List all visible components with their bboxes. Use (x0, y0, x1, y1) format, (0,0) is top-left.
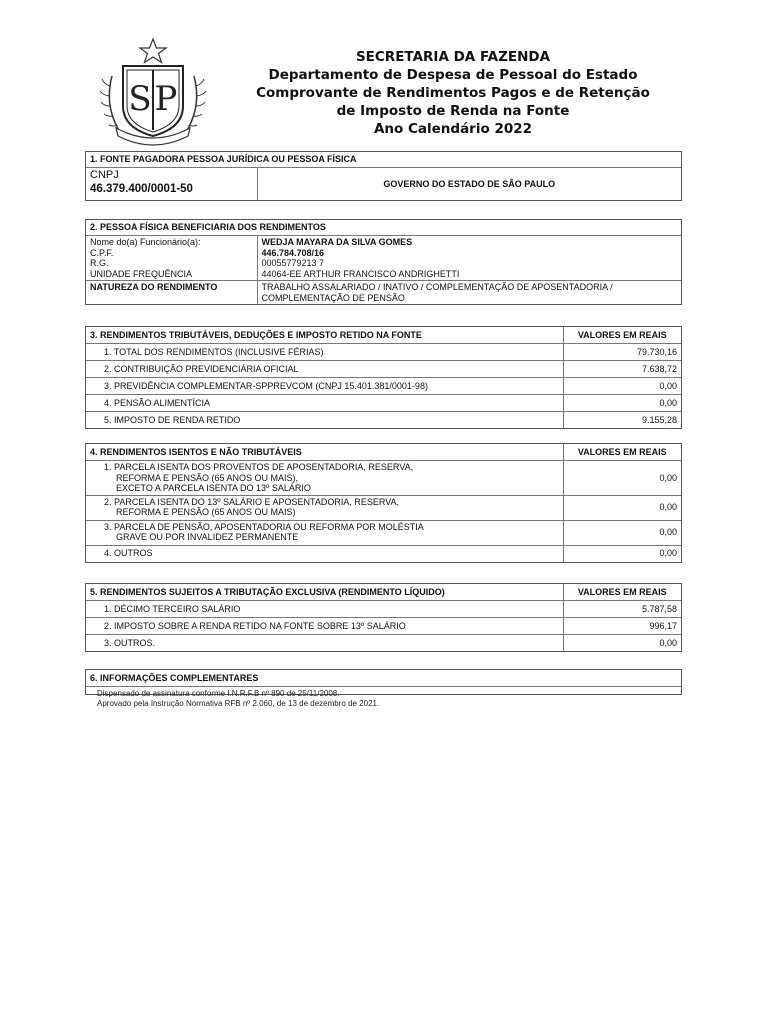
header-line-4: de Imposto de Renda na Fonte (336, 103, 570, 119)
section-5-row-label: 3. OUTROS. (86, 635, 563, 652)
section-4-row-1-line-1: 1. PARCELA ISENTA DOS PROVENTOS DE APOSENTADORIA, RESERVA, (104, 462, 414, 472)
section-3-row-value: 7.638,72 (563, 361, 681, 378)
section-5-row-value: 5.787,58 (563, 601, 681, 618)
section-4-row-4-value: 0,00 (563, 545, 681, 562)
beneficiary-name: WEDJA MAYARA DA SILVA GOMES (261, 237, 413, 247)
cnpj-value: 46.379.400/0001-50 (90, 183, 193, 195)
section-3-value-header: VALORES EM REAIS (563, 327, 681, 344)
section-4-row-2-value: 0,00 (563, 495, 681, 520)
name-label: Nome do(a) Funcionário(a): (90, 237, 201, 247)
section-4-row-1-value: 0,00 (563, 461, 681, 496)
rg-label: R.G. (90, 258, 109, 268)
payer-name: GOVERNO DO ESTADO DE SÃO PAULO (257, 168, 681, 201)
section-4-row-4-label: 4. OUTROS (86, 545, 563, 562)
section-4-rendimentos-isentos (85, 443, 682, 563)
natureza-line-2: COMPLEMENTAÇÃO DE PENSÃO (261, 292, 405, 303)
section-4-row-2-line-1: 2. PARCELA ISENTA DO 13º SALÁRIO E APOSENTADORIA, RESERVA, (104, 496, 400, 507)
section-4-row-2-line-2: REFORMA E PENSÃO (65 ANOS OU MAIS) (116, 507, 296, 517)
section-3-rendimentos-tributaveis (85, 326, 682, 429)
document-header (230, 48, 676, 138)
section-2-title: 2. PESSOA FÍSICA BENEFICIARIA DOS RENDIMENTOS (86, 220, 681, 236)
cpf-label: C.P.F. (90, 247, 114, 258)
section-3-row-value: 0,00 (563, 378, 681, 395)
section-4-title: 4. RENDIMENTOS ISENTOS E NÃO TRIBUTÁVEIS (86, 444, 563, 461)
section-3-row-label: 4. PENSÃO ALIMENTÍCIA (86, 395, 563, 412)
footnote (97, 689, 379, 709)
footnote-line-1: Dispensado de assinatura conforme I.N.R.F.B nº 890 de 25/11/2008. (97, 689, 340, 698)
svg-text:P: P (154, 79, 178, 119)
section-4-row-1-line-2: REFORMA E PENSÃO (65 ANOS OU MAIS), (116, 472, 299, 483)
section-5-row-value: 0,00 (563, 635, 681, 652)
natureza-label: NATUREZA DO RENDIMENTO (86, 281, 257, 305)
section-3-row-label: 2. CONTRIBUIÇÃO PREVIDENCIÁRIA OFICIAL (86, 361, 563, 378)
section-2-beneficiario (85, 219, 682, 305)
section-5-row-label: 2. IMPOSTO SOBRE A RENDA RETIDO NA FONTE SOBRE 13º SALÁRIO (86, 618, 563, 635)
section-6-title: 6. INFORMAÇÕES COMPLEMENTARES (86, 670, 681, 687)
section-5-tributacao-exclusiva (85, 583, 682, 652)
header-line-5: Ano Calendário 2022 (373, 121, 533, 137)
section-3-row-value: 0,00 (563, 395, 681, 412)
section-3-row-value: 9.155,28 (563, 412, 681, 429)
header-line-3: Comprovante de Rendimentos Pagos e de Retenção (256, 85, 650, 101)
section-3-row-label: 5. IMPOSTO DE RENDA RETIDO (86, 412, 563, 429)
unidade-label: UNIDADE FREQUÊNCIA (90, 268, 193, 279)
beneficiary-rg: 00055779213 7 (261, 258, 325, 268)
section-4-value-header: VALORES EM REAIS (563, 444, 681, 461)
section-5-value-header: VALORES EM REAIS (563, 584, 681, 601)
section-4-row-3-value: 0,00 (563, 520, 681, 545)
sao-paulo-coat-of-arms (98, 36, 208, 146)
section-5-title: 5. RENDIMENTOS SUJEITOS A TRIBUTAÇÃO EXCLUSIVA (RENDIMENTO LÍQUIDO) (86, 584, 563, 601)
section-4-row-3-line-2: GRAVE OU POR INVALIDEZ PERMANENTE (116, 532, 299, 542)
section-1-fonte-pagadora (85, 151, 682, 201)
section-3-row-value: 79.730,16 (563, 344, 681, 361)
beneficiary-unidade: 44064-EE ARTHUR FRANCISCO ANDRIGHETTI (261, 268, 460, 279)
section-3-title: 3. RENDIMENTOS TRIBUTÁVEIS, DEDUÇÕES E IMPOSTO RETIDO NA FONTE (86, 327, 563, 344)
beneficiary-cpf: 446.784.708/16 (261, 247, 325, 258)
header-line-2: Departamento de Despesa de Pessoal do Estado (268, 67, 638, 83)
header-line-1: SECRETARIA DA FAZENDA (355, 49, 551, 65)
section-3-row-label: 3. PREVIDÊNCIA COMPLEMENTAR-SPPREVCOM (CNPJ 15.401.381/0001-98) (86, 378, 563, 395)
section-1-title: 1. FONTE PAGADORA PESSOA JURÍDICA OU PESSOA FÍSICA (86, 152, 681, 168)
section-5-row-label: 1. DÉCIMO TERCEIRO SALÁRIO (86, 601, 563, 618)
footnote-line-2: Aprovado pela Instrução Normativa RFB nº 2.060, de 13 de dezembro de 2021. (97, 699, 380, 708)
svg-text:S: S (128, 79, 152, 119)
section-4-row-3-line-1: 3. PARCELA DE PENSÃO, APOSENTADORIA OU REFORMA POR MOLÉSTIA (104, 521, 424, 532)
section-3-row-label: 1. TOTAL DOS RENDIMENTOS (INCLUSIVE FÉRIAS) (86, 344, 563, 361)
section-5-row-value: 996,17 (563, 618, 681, 635)
cnpj-label: CNPJ (90, 169, 119, 181)
natureza-line-1: TRABALHO ASSALARIADO / INATIVO / COMPLEMENTAÇÃO DE APOSENTADORIA / (261, 282, 613, 292)
section-4-row-1-line-3: EXCETO A PARCELA ISENTA DO 13º SALÁRIO (116, 483, 311, 493)
